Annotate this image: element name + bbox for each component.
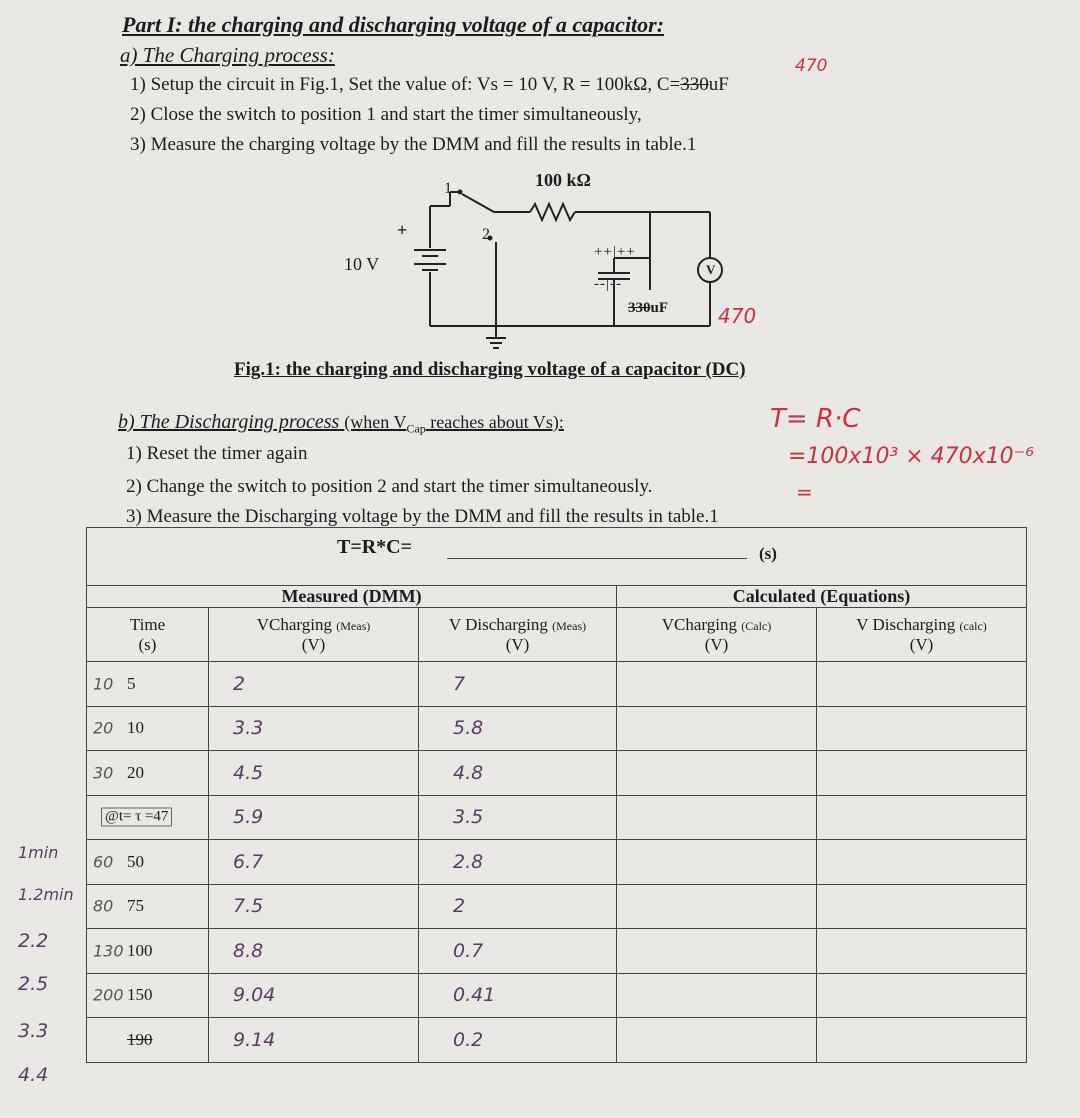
- time-cell: [87, 840, 209, 885]
- cap-struck-value: 330: [680, 74, 709, 95]
- time-note: 10: [93, 674, 114, 694]
- switch-lever: [462, 194, 494, 212]
- table-row: [87, 973, 1027, 1018]
- time-cell: [87, 1018, 209, 1063]
- time-cell: [87, 973, 209, 1018]
- figure-caption: Fig.1: the charging and discharging voltage of a capacitor (DC): [234, 359, 746, 380]
- time-cell: [87, 884, 209, 929]
- vdischarging-meas-value: 0.7: [453, 939, 484, 962]
- time-value: 190: [127, 1029, 153, 1049]
- vcharging-meas-value: 7.5: [233, 895, 264, 918]
- col-header-vd-meas: V Discharging (Meas) (V): [419, 608, 617, 662]
- results-table: [86, 527, 1027, 1063]
- vdischarging-meas-cell: [419, 1018, 617, 1063]
- margin-note: 2.5: [18, 973, 49, 995]
- vdischarging-meas-value: 4.8: [453, 761, 484, 784]
- time-note: 130: [93, 941, 124, 961]
- vdischarging-calc-cell: [817, 1018, 1027, 1063]
- time-value: 100: [127, 940, 153, 960]
- switch-pos1-label: 1: [444, 180, 452, 197]
- measured-header: Measured (DMM): [87, 586, 617, 608]
- vcharging-calc-cell: [617, 840, 817, 885]
- vcharging-meas-value: 5.9: [233, 806, 264, 829]
- table-row: [87, 751, 1027, 796]
- time-note: 80: [93, 896, 114, 916]
- calculated-header: Calculated (Equations): [617, 586, 1027, 608]
- table-row: [87, 840, 1027, 885]
- time-cell: [87, 706, 209, 751]
- time-value: 10: [127, 718, 144, 738]
- vdischarging-calc-cell: [817, 706, 1027, 751]
- vcharging-meas-value: 8.8: [233, 939, 264, 962]
- vcharging-meas-cell: [209, 795, 419, 840]
- vcharging-calc-cell: [617, 751, 817, 796]
- tau-row: [87, 528, 1027, 586]
- discharge-condition: (when $V_{Cap}$ reaches about Vs):: [344, 412, 564, 436]
- margin-note: 2.2: [18, 930, 49, 952]
- formula-line-2: =100x10³ × 470x10⁻⁶: [788, 444, 1035, 469]
- vcharging-meas-cell: [209, 706, 419, 751]
- time-cell: [87, 662, 209, 707]
- group-header-row: [87, 586, 1027, 608]
- switch-contact-1: [458, 190, 463, 195]
- vdischarging-meas-value: 2: [453, 895, 466, 918]
- vdischarging-meas-value: 0.2: [453, 1028, 484, 1051]
- col-header-vc-calc: VCharging (Calc) (V): [617, 608, 817, 662]
- margin-note: 3.3: [18, 1020, 49, 1042]
- vdischarging-calc-cell: [817, 751, 1027, 796]
- vdischarging-meas-cell: [419, 795, 617, 840]
- table-row: [87, 884, 1027, 929]
- resistor: [530, 204, 575, 220]
- time-note: 60: [93, 852, 114, 872]
- time-value: 50: [127, 851, 144, 871]
- vdischarging-meas-value: 0.41: [453, 984, 496, 1007]
- vcharging-meas-value: 4.5: [233, 761, 264, 784]
- vdischarging-meas-cell: [419, 884, 617, 929]
- vdischarging-meas-value: 2.8: [453, 850, 484, 873]
- vdischarging-calc-cell: [817, 929, 1027, 974]
- vcharging-meas-value: 9.04: [233, 984, 276, 1007]
- time-note: 20: [93, 718, 114, 738]
- section-b-title: b) The Discharging process (when $V_{Cap}$ reaches about Vs):: [118, 411, 564, 436]
- col-header-time: Time (s): [87, 608, 209, 662]
- step-b3: 3) Measure the Discharging voltage by the DMM and fill the results in table.1: [126, 506, 719, 527]
- section-a-title: a) The Charging process:: [120, 43, 335, 67]
- circuit-diagram: [330, 170, 800, 360]
- time-cell: [87, 751, 209, 796]
- cap-handwritten-value: 470: [795, 56, 828, 76]
- column-header-row: [87, 608, 1027, 662]
- vcharging-calc-cell: [617, 973, 817, 1018]
- formula-line-3: =: [796, 480, 813, 504]
- vdischarging-meas-cell: [419, 706, 617, 751]
- col-header-vc-meas: VCharging (Meas) (V): [209, 608, 419, 662]
- table-row: [87, 1018, 1027, 1063]
- vcharging-meas-value: 9.14: [233, 1028, 276, 1051]
- vcharging-meas-cell: [209, 662, 419, 707]
- table-row: [87, 662, 1027, 707]
- time-cell: [87, 795, 209, 840]
- vcharging-calc-cell: [617, 929, 817, 974]
- vcharging-meas-value: 6.7: [233, 850, 264, 873]
- page-title: Part I: the charging and discharging voltage of a capacitor:: [122, 12, 665, 37]
- margin-note: 1.2min: [18, 885, 74, 904]
- time-cell: [87, 929, 209, 974]
- step-a2: 2) Close the switch to position 1 and start the timer simultaneously,: [130, 104, 642, 125]
- time-note: 200: [93, 985, 124, 1005]
- time-note: 30: [93, 763, 114, 783]
- voltmeter-label: V: [706, 262, 716, 277]
- table-row: [87, 706, 1027, 751]
- vcharging-meas-value: 2: [233, 672, 246, 695]
- vdischarging-calc-cell: [817, 662, 1027, 707]
- vdischarging-meas-value: 7: [453, 672, 466, 695]
- time-value: 75: [127, 896, 144, 916]
- vdischarging-calc-cell: [817, 973, 1027, 1018]
- vcharging-calc-cell: [617, 662, 817, 707]
- cap-value-label: 330uF: [628, 300, 669, 316]
- vcharging-calc-cell: [617, 1018, 817, 1063]
- vcharging-meas-cell: [209, 973, 419, 1018]
- vdischarging-meas-value: 3.5: [453, 806, 484, 829]
- source-plus-sign: +: [397, 220, 408, 240]
- vdischarging-calc-cell: [817, 840, 1027, 885]
- step-b2: 2) Change the switch to position 2 and start the timer simultaneously.: [126, 476, 653, 497]
- vcharging-meas-cell: [209, 929, 419, 974]
- tau-unit: (s): [759, 544, 777, 563]
- resistor-label: 100 kΩ: [535, 170, 591, 190]
- col-header-vd-calc: V Discharging (calc) (V): [817, 608, 1027, 662]
- vdischarging-meas-value: 5.8: [453, 717, 484, 740]
- vcharging-meas-cell: [209, 884, 419, 929]
- vdischarging-meas-cell: [419, 662, 617, 707]
- step-a3: 3) Measure the charging voltage by the DMM and fill the results in table.1: [130, 134, 697, 155]
- vdischarging-meas-cell: [419, 929, 617, 974]
- time-value: @t= τ =47: [101, 808, 172, 827]
- table-row: [87, 795, 1027, 840]
- time-value: 5: [127, 673, 136, 693]
- time-value: 20: [127, 762, 144, 782]
- time-value: 150: [127, 985, 153, 1005]
- tau-label: T=R*C=: [337, 536, 413, 558]
- tau-blank-line: [447, 558, 747, 559]
- step-a1: 1) Setup the circuit in Fig.1, Set the value of: Vs = 10 V, R = 100kΩ, C=330uF: [130, 74, 729, 95]
- vcharging-calc-cell: [617, 706, 817, 751]
- step-b1: 1) Reset the timer again: [126, 443, 308, 464]
- source-label: 10 V: [344, 254, 380, 274]
- vcharging-meas-cell: [209, 840, 419, 885]
- cap-plus-marks: ++|++: [594, 244, 636, 260]
- vcharging-meas-cell: [209, 751, 419, 796]
- cap-handwritten-circuit: 470: [718, 304, 757, 328]
- vcharging-meas-value: 3.3: [233, 717, 264, 740]
- margin-note: 4.4: [18, 1064, 49, 1086]
- switch-pos2-label: 2: [482, 226, 490, 243]
- vcharging-calc-cell: [617, 884, 817, 929]
- vdischarging-meas-cell: [419, 840, 617, 885]
- tau-cell: [87, 528, 1027, 586]
- formula-line-1: T= R·C: [770, 404, 861, 434]
- margin-note: 1min: [18, 843, 59, 862]
- vdischarging-calc-cell: [817, 884, 1027, 929]
- vdischarging-meas-cell: [419, 973, 617, 1018]
- vdischarging-meas-cell: [419, 751, 617, 796]
- vcharging-meas-cell: [209, 1018, 419, 1063]
- vcharging-calc-cell: [617, 795, 817, 840]
- vdischarging-calc-cell: [817, 795, 1027, 840]
- table-row: [87, 929, 1027, 974]
- cap-minus-marks: --|--: [594, 276, 622, 292]
